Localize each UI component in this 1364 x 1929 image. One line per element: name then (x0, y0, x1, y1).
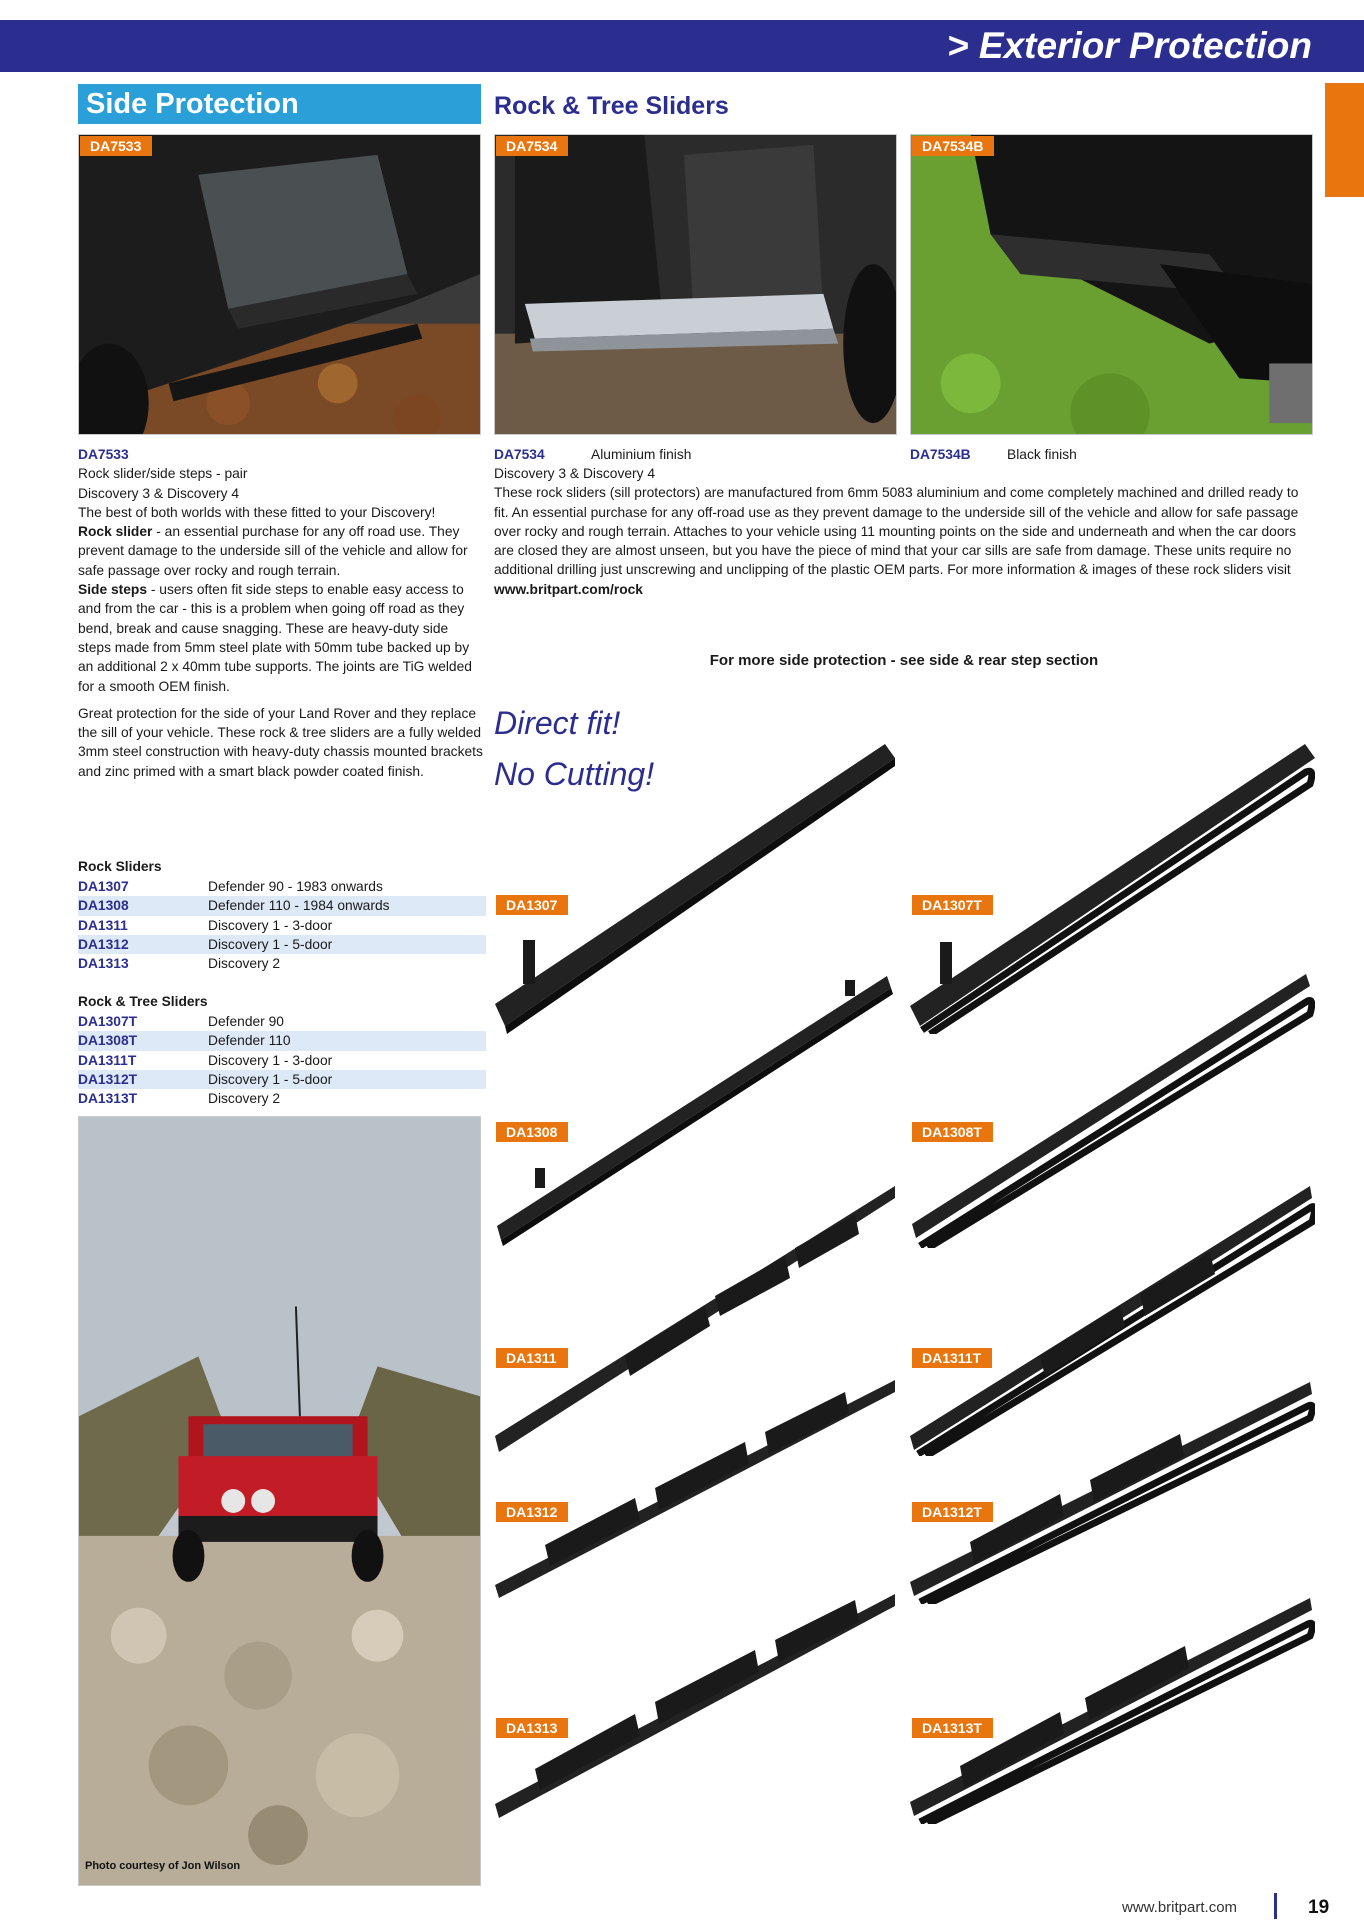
footer-divider (1274, 1893, 1277, 1919)
part-description: Discovery 2 (208, 956, 281, 972)
protection-paragraph: Great protection for the side of your Land Rover and they replace the sill of your vehicle. These rock & tree sliders are a fully welded 3mm steel construction with heavy-duty chassis mounted brackets and zinc primed with a smart black powder coated finish. (78, 705, 483, 779)
part-description: Discovery 2 (208, 1091, 281, 1107)
part-code: DA1312T (78, 1071, 138, 1087)
product-tag: DA1312T (912, 1502, 993, 1522)
part-code: DA1308T (78, 1033, 138, 1049)
part-description: Defender 110 (208, 1033, 291, 1049)
part-code: DA1307T (78, 1014, 138, 1029)
part-description: Defender 90 - 1983 onwards (208, 879, 383, 894)
product-tag: DA7533 (80, 136, 152, 156)
product-tag: DA1307 (496, 895, 568, 915)
slogan-no-cutting: No Cutting! (494, 756, 655, 792)
da7533-vehicles: Discovery 3 & Discovery 4 (78, 485, 240, 501)
page-title: > Exterior Protection (947, 25, 1312, 66)
rock-sliders-heading: Rock Sliders (78, 859, 162, 874)
rock-slider-label: Rock slider (78, 524, 153, 540)
part-code: DA1308 (78, 898, 129, 914)
table-row (78, 1012, 486, 1031)
da7534-description (494, 464, 1316, 599)
rock-tree-sliders-table (78, 992, 486, 1108)
slogan-direct-fit: Direct fit! (494, 705, 621, 741)
slider-image-da1312 (495, 1380, 895, 1600)
side-steps-text: - users often fit side steps to enable easy access to and from the car - this is a problem when going off road as they bend, break and cause snagging. These are heavy-duty side steps made from 5mm steel plate with 50mm tube backed up by an additional 2 x 40mm tube supports. The joints are TiG welded for a smooth OEM finish. (78, 582, 472, 694)
part-code: DA1313T (78, 1091, 138, 1107)
product-tag: DA1313 (496, 1718, 568, 1738)
section-title: Side Protection (86, 88, 299, 120)
part-description: Defender 90 (208, 1014, 284, 1029)
slider-image-da1312t (910, 1382, 1315, 1604)
part-description: Discovery 1 - 3-door (208, 917, 333, 933)
product-tag: DA1308T (912, 1122, 993, 1142)
part-code: DA1312 (78, 936, 129, 952)
part-code: DA1311 (78, 917, 128, 933)
photo-offroad-discovery (78, 1116, 481, 1886)
photo-da7534b (910, 134, 1313, 435)
photo-da7533 (78, 134, 481, 435)
product-tag: DA1311T (912, 1348, 992, 1368)
product-tag: DA1312 (496, 1502, 568, 1522)
part-code: DA1313 (78, 956, 129, 972)
product-tag: DA1311 (496, 1348, 568, 1368)
table-row (78, 1051, 486, 1070)
product-tag: DA7534 (496, 136, 568, 156)
part-description: Discovery 1 - 3-door (208, 1052, 333, 1068)
section-tab-marker (1325, 83, 1364, 197)
da7533-tagline: The best of both worlds with these fitted to your Discovery! (78, 504, 436, 520)
da7534b-code: DA7534B (910, 447, 971, 462)
table-row (78, 935, 486, 954)
table-row (78, 1070, 486, 1089)
slider-image-da1313 (495, 1594, 895, 1824)
da7534-vehicles: Discovery 3 & Discovery 4 (494, 466, 656, 481)
da7534-body: These rock sliders (sill protectors) are manufactured from 6mm 5083 aluminium and come completely machined and drilled ready to fit. An essential purchase for any off-road use as they prevent damage to the underside sill of the vehicle and allow for safe passage over rocky and rough terrain. Attaches to your vehicle using 11 mounting points on the side and underneath and when the car doors are closed they are almost unseen, but you have the piece of mind that your car sills are safe from damage. These units require no additional drilling just unscrewing and unclipping of the plastic OEM parts. For more information & images of these rock sliders visit (494, 485, 1299, 578)
product-tag: DA1313T (912, 1718, 993, 1738)
da7534b-code-line (910, 445, 1310, 464)
da7533-code: DA7533 (78, 447, 129, 462)
rock-tree-sliders-table-heading: Rock & Tree Sliders (78, 994, 208, 1009)
da7533-description (78, 445, 483, 781)
da7533-title: Rock slider/side steps - pair (78, 466, 248, 482)
rock-tree-sliders-heading: Rock & Tree Sliders (494, 92, 729, 120)
part-code: DA1307 (78, 879, 129, 894)
photo-credit: Photo courtesy of Jon Wilson (85, 1860, 241, 1872)
table-row (78, 896, 486, 915)
table-row (78, 877, 486, 896)
part-description: Discovery 1 - 5-door (208, 936, 333, 952)
rock-slider-paragraph (78, 522, 483, 580)
see-also-note: For more side protection - see side & rear step section (709, 652, 1099, 669)
part-code: DA1311T (78, 1052, 137, 1068)
side-steps-label: Side steps (78, 582, 148, 598)
da7534-text (494, 483, 1316, 599)
rock-slider-text: - an essential purchase for any off road use. They prevent damage to the underside sill of the vehicle and allow for safe passage over rocky and rough terrain. (78, 524, 468, 578)
photo-da7534 (494, 134, 897, 435)
product-tag: DA1308 (496, 1122, 568, 1142)
product-tag: DA7534B (912, 136, 994, 156)
part-description: Discovery 1 - 5-door (208, 1071, 333, 1087)
table-row (78, 954, 486, 973)
da7534b-finish: Black finish (1007, 447, 1077, 462)
product-tag: DA1307T (912, 895, 993, 915)
slider-image-da1313t (910, 1598, 1315, 1824)
side-steps-paragraph (78, 580, 483, 696)
table-row (78, 1089, 486, 1108)
da7534-code: DA7534 (494, 447, 545, 462)
rock-sliders-table (78, 857, 486, 973)
page-number: 19 (1308, 1897, 1330, 1918)
table-row (78, 1031, 486, 1050)
da7534-finish: Aluminium finish (591, 447, 692, 462)
da7534-code-line (494, 445, 894, 464)
footer-website[interactable]: www.britpart.com (1122, 1899, 1238, 1916)
table-row (78, 916, 486, 935)
part-description: Defender 110 - 1984 onwards (208, 898, 390, 914)
da7534-link[interactable]: www.britpart.com/rock (494, 581, 643, 597)
